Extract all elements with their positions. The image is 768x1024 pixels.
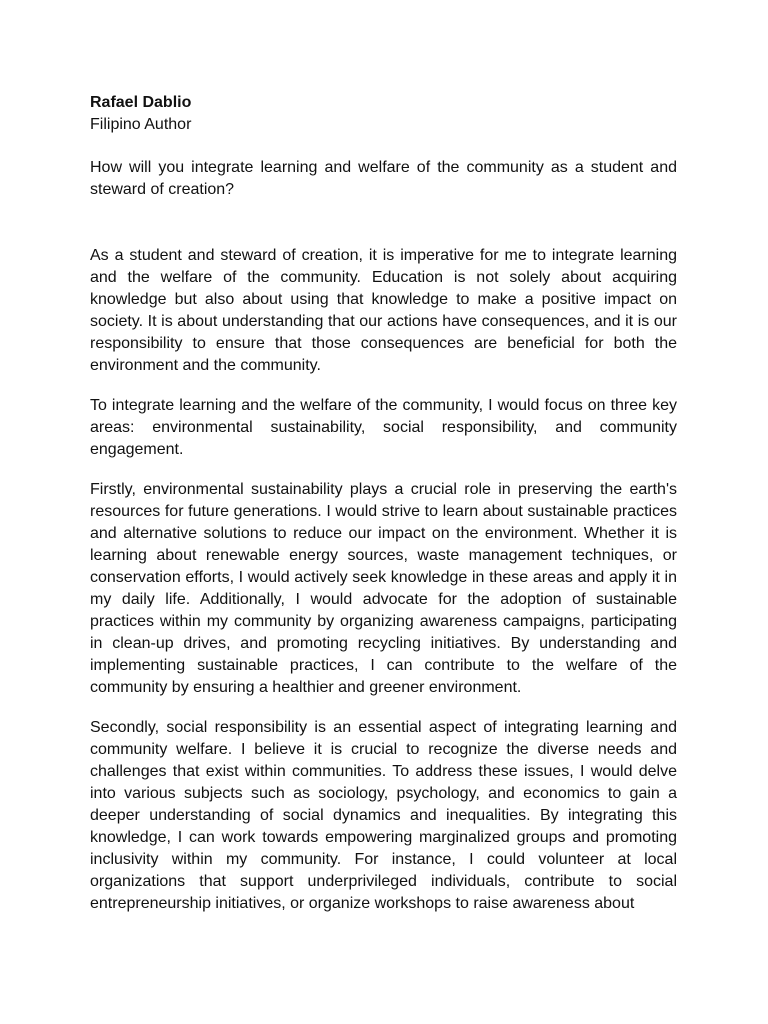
- paragraph-social-responsibility: Secondly, social responsibility is an essential aspect of integrating learning and community welfare. I believe it is crucial to recognize the diverse needs and challenges that exist within communities. To address these issues, I would delve into various subjects such as sociology, psychology, and economics to gain a deeper understanding of social dynamics and inequalities. By integrating this knowledge, I can work towards empowering marginalized groups and promoting inclusivity within my community. For instance, I could volunteer at local organizations that support underprivileged individuals, contribute to social entrepreneurship initiatives, or organize workshops to raise awareness about: [90, 719, 677, 912]
- author-name: Rafael Dablio: [90, 94, 192, 111]
- essay-question: How will you integrate learning and welfare of the community as a student and steward of creation?: [90, 159, 677, 198]
- paragraph-key-areas: To integrate learning and the welfare of the community, I would focus on three key areas: environmental sustainability, social responsibility, and community engagement.: [90, 397, 677, 458]
- paragraph-environmental-sustainability: Firstly, environmental sustainability plays a crucial role in preserving the earth's resources for future generations. I would strive to learn about sustainable practices and alternative solutions to reduce our impact on the environment. Whether it is learning about renewable energy sources, waste management techniques, or conservation efforts, I would actively seek knowledge in these areas and apply it in my daily life. Additionally, I would advocate for the adoption of sustainable practices within my community by organizing awareness campaigns, participating in clean-up drives, and promoting recycling initiatives. By understanding and implementing sustainable practices, I can contribute to the welfare of the community by ensuring a healthier and greener environment.: [90, 481, 677, 696]
- author-role: Filipino Author: [90, 116, 192, 133]
- paragraph-intro: As a student and steward of creation, it is imperative for me to integrate learning and the welfare of the community. Education is not solely about acquiring knowledge but also about using that knowledge to make a positive impact on society. It is about understanding that our actions have consequences, and it is our responsibility to ensure that those consequences are beneficial for both the environment and the community.: [90, 247, 677, 374]
- document-page: [90, 92, 677, 915]
